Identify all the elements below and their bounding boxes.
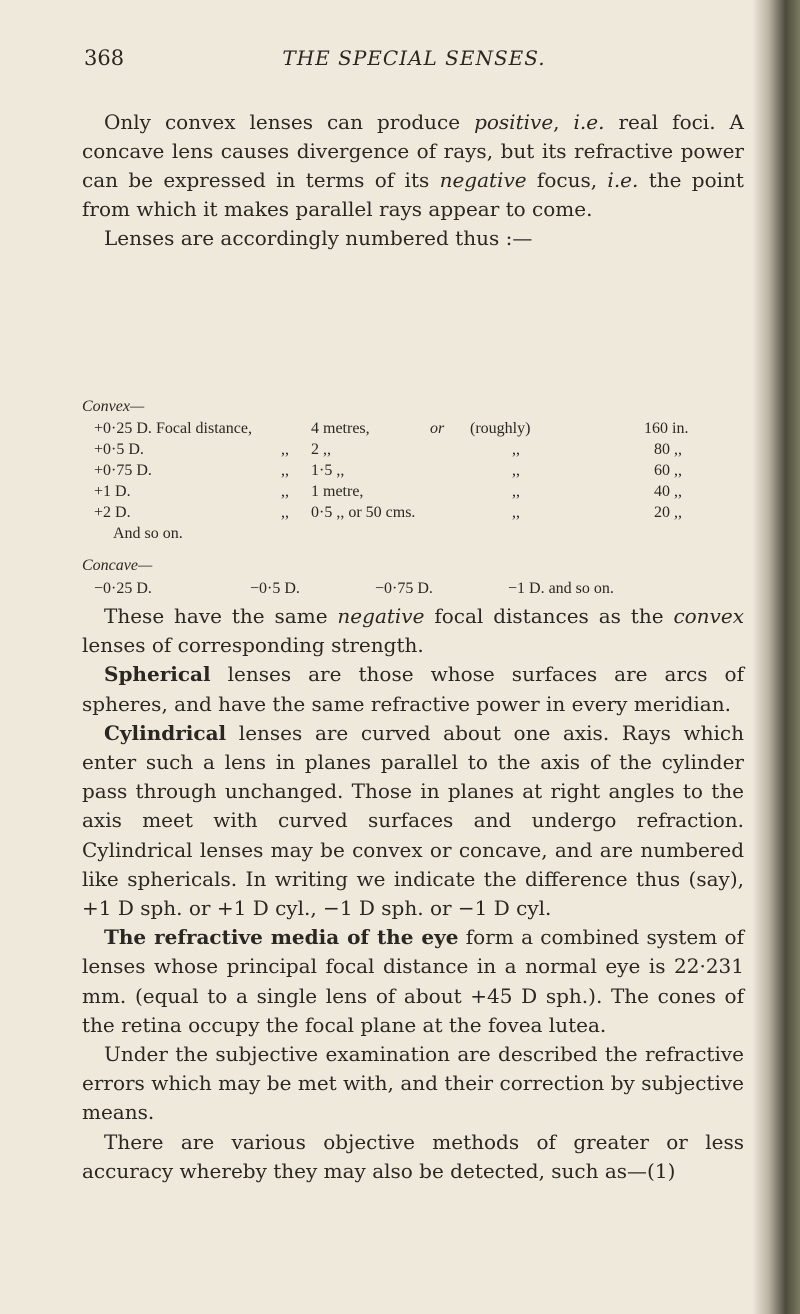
refractive-media-heading: The refractive media of the eye [104,925,459,950]
intro-text [82,108,744,253]
spherical-heading: Spherical [104,662,211,687]
focal-inches: 40 ,, [654,483,682,500]
focal-distance-label: Focal distance, [156,420,252,437]
concave-title: Concave— [82,557,153,574]
ditto-mark: ,, [281,441,289,458]
table-row [82,481,744,502]
body-paragraph-4: The refractive media of the eye form a combined system of lenses whose principal focal distance in a normal eye is 22·231 mm. (equal to a single lens of about +45 D sph.). The cones of the retina occupy the focal plane at the fovea lutea. [82,925,744,1037]
lens-power: +0·75 D. [94,462,152,479]
lens-power: +0·25 D. [94,420,152,437]
ditto-mark: ,, [512,483,520,500]
page-edge-shadow [752,0,800,1314]
body-paragraph-5: Under the subjective examination are described the refractive errors which may be met with, and their correction by subjective means. [82,1042,744,1125]
body-paragraph-6: There are various objective methods of greater or less accuracy whereby they may also be detected, such as—(1) [82,1129,744,1183]
table-row [82,439,744,460]
focal-inches: 20 ,, [654,504,682,521]
page-number: 368 [84,46,125,70]
concave-value: −0·25 D. [94,580,152,597]
focal-metres: 1·5 ,, [311,462,345,479]
running-title: THE SPECIAL SENSES. [282,46,546,70]
focal-metres: 4 metres, [311,420,370,437]
lens-power: +0·5 D. [94,441,144,458]
convex-title: Convex— [82,398,145,415]
or-word: or [430,420,445,437]
ditto-mark: ,, [512,462,520,479]
ditto-mark: ,, [512,504,520,521]
intro-paragraph-2: Lenses are accordingly numbered thus :— [104,226,533,250]
focal-inches: 80 ,, [654,441,682,458]
focal-inches: 60 ,, [654,462,682,479]
roughly-label: (roughly) [470,420,531,437]
lens-power: +2 D. [94,504,131,521]
table-row [82,502,744,523]
concave-value: −0·5 D. [250,580,300,597]
focal-metres: 0·5 ,, or 50 cms. [311,504,416,521]
and-so-on: And so on. [113,525,183,542]
page-header [84,46,744,76]
focal-metres: 2 ,, [311,441,331,458]
concave-value: −1 D. and so on. [508,580,614,597]
lens-table [82,396,744,601]
body-text [82,602,744,1186]
table-row [82,460,744,481]
body-paragraph-2: Spherical lenses are those whose surfaces are arcs of spheres, and have the same refractive power in every meridian. [82,662,744,716]
focal-inches: 160 in. [644,420,689,437]
ditto-mark: ,, [281,483,289,500]
lens-power: +1 D. [94,483,131,500]
ditto-mark: ,, [281,504,289,521]
ditto-mark: ,, [512,441,520,458]
table-row [82,418,744,439]
concave-row [82,577,744,601]
body-paragraph-1: These have the same negative focal distances as the convex lenses of corresponding strength. [82,604,744,658]
focal-metres: 1 metre, [311,483,364,500]
cylindrical-heading: Cylindrical [104,720,227,745]
concave-value: −0·75 D. [375,580,433,597]
body-paragraph-3: Cylindrical lenses are curved about one axis. Rays which enter such a lens in planes parallel to the axis of the cylinder pass through unchanged. Those in planes at right angles to the axis meet with curved surfaces and undergo refraction. Cylindrical lenses may be convex or concave, and are numbered like sphericals. In writing we indicate the difference thus (say), +1 D sph. or +1 D cyl., −1 D sph. or −1 D cyl. [82,720,744,921]
intro-paragraph-1: Only convex lenses can produce positive, i.e. real foci. A concave lens causes divergence of rays, but its refractive power can be expressed in terms of its negative focus, i.e. the point from which it makes parallel rays appear to come. [82,110,745,221]
ditto-mark: ,, [281,462,289,479]
